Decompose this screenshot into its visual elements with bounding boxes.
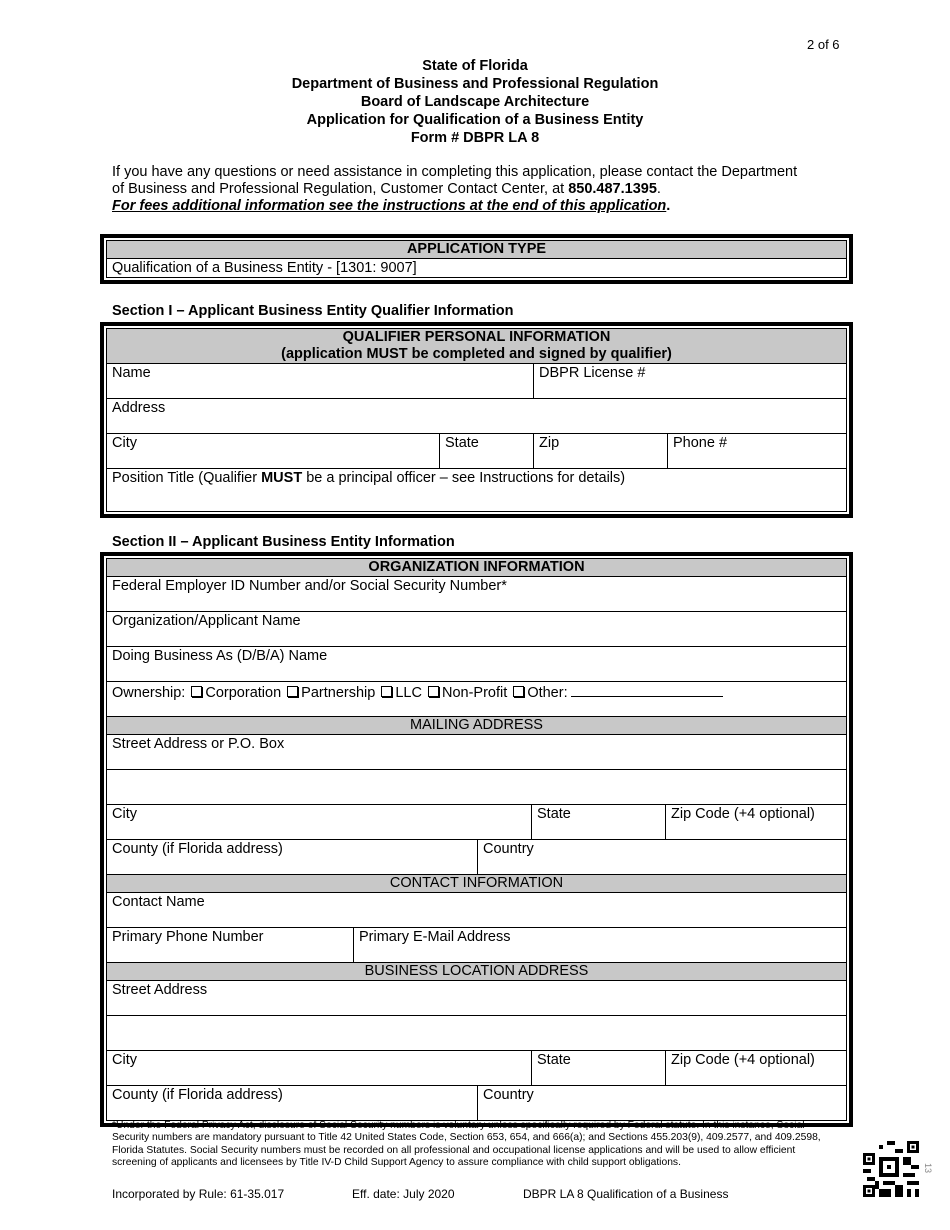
qualifier-city-field[interactable]: City — [112, 435, 137, 451]
business-city-field[interactable]: City — [112, 1052, 137, 1068]
business-street-field[interactable]: Street Address — [112, 982, 208, 998]
header-state: State of Florida — [422, 58, 528, 74]
fein-ssn-field[interactable]: Federal Employer ID Number and/or Social Security Number* — [112, 578, 507, 594]
qr-code-icon — [863, 1141, 919, 1197]
llc-checkbox[interactable] — [381, 686, 392, 697]
intro-period: . — [656, 181, 661, 197]
mailing-city-field[interactable]: City — [112, 806, 137, 822]
privacy-footnote: *Under the Federal Privacy Act, disclosure of Social Security numbers is voluntary unless specifically required by Federal statute. In this instance, Social Security numbers are mandatory pursuant to Title 42 United States Code, Section 653, 654, and 666(a); and Sections 455.203(9), 409.2577, and 409.2598, Florida Statutes. Social Security numbers must be recorded on all professional and occupational license applications and will be used to allow efficient screening of applicants and licensees by Title IV-D Child Support Agency to assure compliance with child support obligations. — [112, 1120, 821, 1169]
contact-phone: 850.487.1395 — [568, 181, 657, 197]
mailing-county-field[interactable]: County (if Florida address) — [112, 841, 283, 857]
header-board: Board of Landscape Architecture — [360, 94, 590, 110]
corporation-label: Corporation — [205, 685, 282, 701]
mailing-country-field[interactable]: Country — [477, 840, 846, 874]
fees-period: . — [666, 198, 671, 214]
side-page-number: 13 — [923, 1162, 934, 1174]
nonprofit-label: Non-Profit — [442, 685, 508, 701]
dbpr-license-field[interactable]: DBPR License # — [533, 364, 846, 398]
application-type-value: Qualification of a Business Entity - [1301: 9007] — [112, 260, 417, 276]
organization-name-field[interactable]: Organization/Applicant Name — [112, 613, 301, 629]
business-state-field[interactable]: State — [531, 1051, 665, 1085]
mailing-state-field[interactable]: State — [531, 805, 665, 839]
contact-info-head: CONTACT INFORMATION — [107, 875, 846, 892]
other-label: Other: — [527, 685, 568, 701]
position-label-pre: Position Title (Qualifier — [112, 470, 262, 486]
primary-email-field[interactable]: Primary E-Mail Address — [353, 928, 846, 962]
header-form-title: Application for Qualification of a Business Entity — [306, 112, 644, 128]
other-checkbox[interactable] — [513, 686, 524, 697]
ownership-label: Ownership: — [112, 685, 186, 701]
qualifier-info-box — [100, 322, 853, 518]
qualifier-head-title: QUALIFIER PERSONAL INFORMATION — [342, 329, 611, 345]
application-type-title: APPLICATION TYPE — [107, 241, 846, 258]
ownership-row — [107, 682, 846, 716]
contact-name-field[interactable]: Contact Name — [112, 894, 205, 910]
intro-paragraph — [112, 164, 812, 215]
business-street-line2-field[interactable] — [107, 1016, 846, 1050]
mailing-street-field[interactable]: Street Address or P.O. Box — [112, 736, 285, 752]
mailing-address-head: MAILING ADDRESS — [107, 717, 846, 734]
header-form-number: Form # DBPR LA 8 — [410, 130, 540, 146]
business-location-head: BUSINESS LOCATION ADDRESS — [107, 963, 846, 980]
page-number: 2 of 6 — [807, 37, 840, 52]
llc-label: LLC — [395, 685, 422, 701]
mailing-street-line2-field[interactable] — [107, 770, 846, 804]
fees-note: For fees additional information see the instructions at the end of this application — [112, 198, 667, 214]
business-zip-field[interactable]: Zip Code (+4 optional) — [665, 1051, 846, 1085]
header-department: Department of Business and Professional Regulation — [291, 76, 659, 92]
corporation-checkbox[interactable] — [191, 686, 202, 697]
intro-text: If you have any questions or need assistance in completing this application, please contact the Department of Business and Professional Regulation, Customer Contact Center, at — [112, 164, 798, 197]
footer-effective-date: Eff. date: July 2020 — [352, 1187, 455, 1201]
qualifier-address-field[interactable]: Address — [112, 400, 166, 416]
qualifier-head — [107, 329, 846, 363]
dba-name-field[interactable]: Doing Business As (D/B/A) Name — [112, 648, 328, 664]
position-title-field[interactable] — [107, 469, 846, 511]
mailing-zip-field[interactable]: Zip Code (+4 optional) — [665, 805, 846, 839]
application-type-box — [100, 234, 853, 284]
organization-info-box — [100, 552, 853, 1127]
partnership-checkbox[interactable] — [287, 686, 298, 697]
form-header — [0, 57, 950, 147]
organization-head: ORGANIZATION INFORMATION — [107, 559, 846, 576]
section2-title: Section II – Applicant Business Entity Information — [112, 534, 455, 550]
position-label-post: be a principal officer – see Instructions for details) — [302, 470, 626, 486]
qualifier-phone-field[interactable]: Phone # — [667, 434, 846, 468]
nonprofit-checkbox[interactable] — [428, 686, 439, 697]
footer-rule: Incorporated by Rule: 61-35.017 — [112, 1187, 285, 1201]
business-county-field[interactable]: County (if Florida address) — [112, 1087, 283, 1103]
footer-form-name: DBPR LA 8 Qualification of a Business — [523, 1187, 729, 1201]
section1-title: Section I – Applicant Business Entity Qualifier Information — [112, 303, 514, 319]
position-label-must: MUST — [261, 470, 303, 486]
other-input-line[interactable] — [571, 683, 723, 697]
business-country-field[interactable]: Country — [477, 1086, 846, 1120]
primary-phone-field[interactable]: Primary Phone Number — [112, 929, 264, 945]
partnership-label: Partnership — [301, 685, 376, 701]
qualifier-zip-field[interactable]: Zip — [533, 434, 667, 468]
qualifier-state-field[interactable]: State — [439, 434, 533, 468]
qualifier-name-field[interactable]: Name — [112, 365, 151, 381]
qualifier-head-subtitle: (application MUST be completed and signed by qualifier) — [281, 346, 672, 362]
